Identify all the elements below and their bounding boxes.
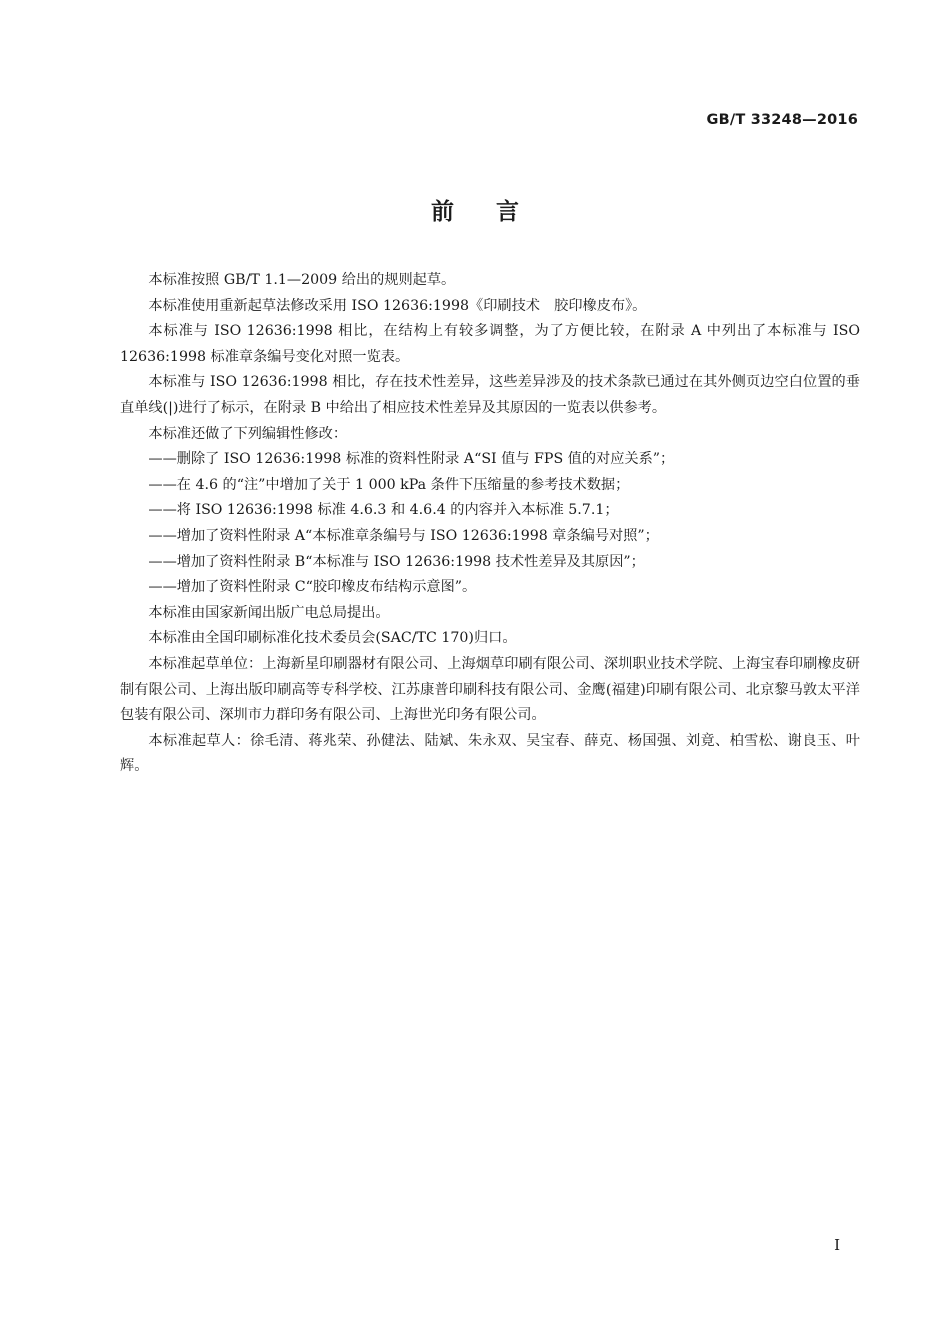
paragraph: 本标准由全国印刷标准化技术委员会(SAC/TC 170)归口。 [148, 630, 517, 647]
list-item: ——增加了资料性附录 A“本标准章条编号与 ISO 12636:1998 章条编号对照”； [148, 527, 659, 544]
list-item: ——将 ISO 12636:1998 标准 4.6.3 和 4.6.4 的内容并入本标准 5.7.1； [148, 502, 619, 519]
list-item: ——增加了资料性附录 B“本标准与 ISO 12636:1998 技术性差异及其原因”； [148, 553, 645, 570]
paragraph: 本标准使用重新起草法修改采用 ISO 12636:1998《印刷技术 胶印橡皮布》。 [148, 297, 647, 314]
standard-number: GB/T 33248—2016 [706, 112, 858, 128]
page-number: I [834, 1236, 840, 1254]
paragraph: 本标准还做了下列编辑性修改： [148, 425, 348, 442]
page-title: 前言 [431, 199, 561, 225]
paragraph: 本标准起草单位：上海新星印刷器材有限公司、上海烟草印刷有限公司、深圳职业技术学院、上海宝春印刷橡皮研制有限公司、上海出版印刷高等专科学校、江苏康普印刷科技有限公司、金鹰(福建)印刷有限公司、北京黎马敦太平洋包装有限公司、深圳市力群印务有限公司、上海世光印务有限公司。 [120, 655, 860, 724]
paragraph: 本标准由国家新闻出版广电总局提出。 [148, 604, 390, 621]
foreword-body [120, 268, 860, 780]
list-item: ——删除了 ISO 12636:1998 标准的资料性附录 A“SI 值与 FPS 值的对应关系”； [148, 451, 675, 468]
list-item: ——在 4.6 的“注”中增加了关于 1 000 kPa 条件下压缩量的参考技术数据； [148, 476, 630, 493]
paragraph: 本标准与 ISO 12636:1998 相比，存在技术性差异，这些差异涉及的技术条款已通过在其外侧页边空白位置的垂直单线(|)进行了标示，在附录 B 中给出了相应技术性差异及其原因的一览表以供参考。 [120, 374, 860, 416]
paragraph: 本标准与 ISO 12636:1998 相比，在结构上有较多调整，为了方便比较，在附录 A 中列出了本标准与 ISO 12636:1998 标准章条编号变化对照一览表。 [120, 323, 860, 365]
list-item: ——增加了资料性附录 C“胶印橡皮布结构示意图”。 [148, 579, 477, 596]
paragraph: 本标准起草人：徐毛清、蒋兆荣、孙健法、陆斌、朱永双、吴宝春、薛克、杨国强、刘竟、柏雪松、谢良玉、叶辉。 [120, 732, 860, 775]
paragraph: 本标准按照 GB/T 1.1—2009 给出的规则起草。 [148, 272, 456, 288]
